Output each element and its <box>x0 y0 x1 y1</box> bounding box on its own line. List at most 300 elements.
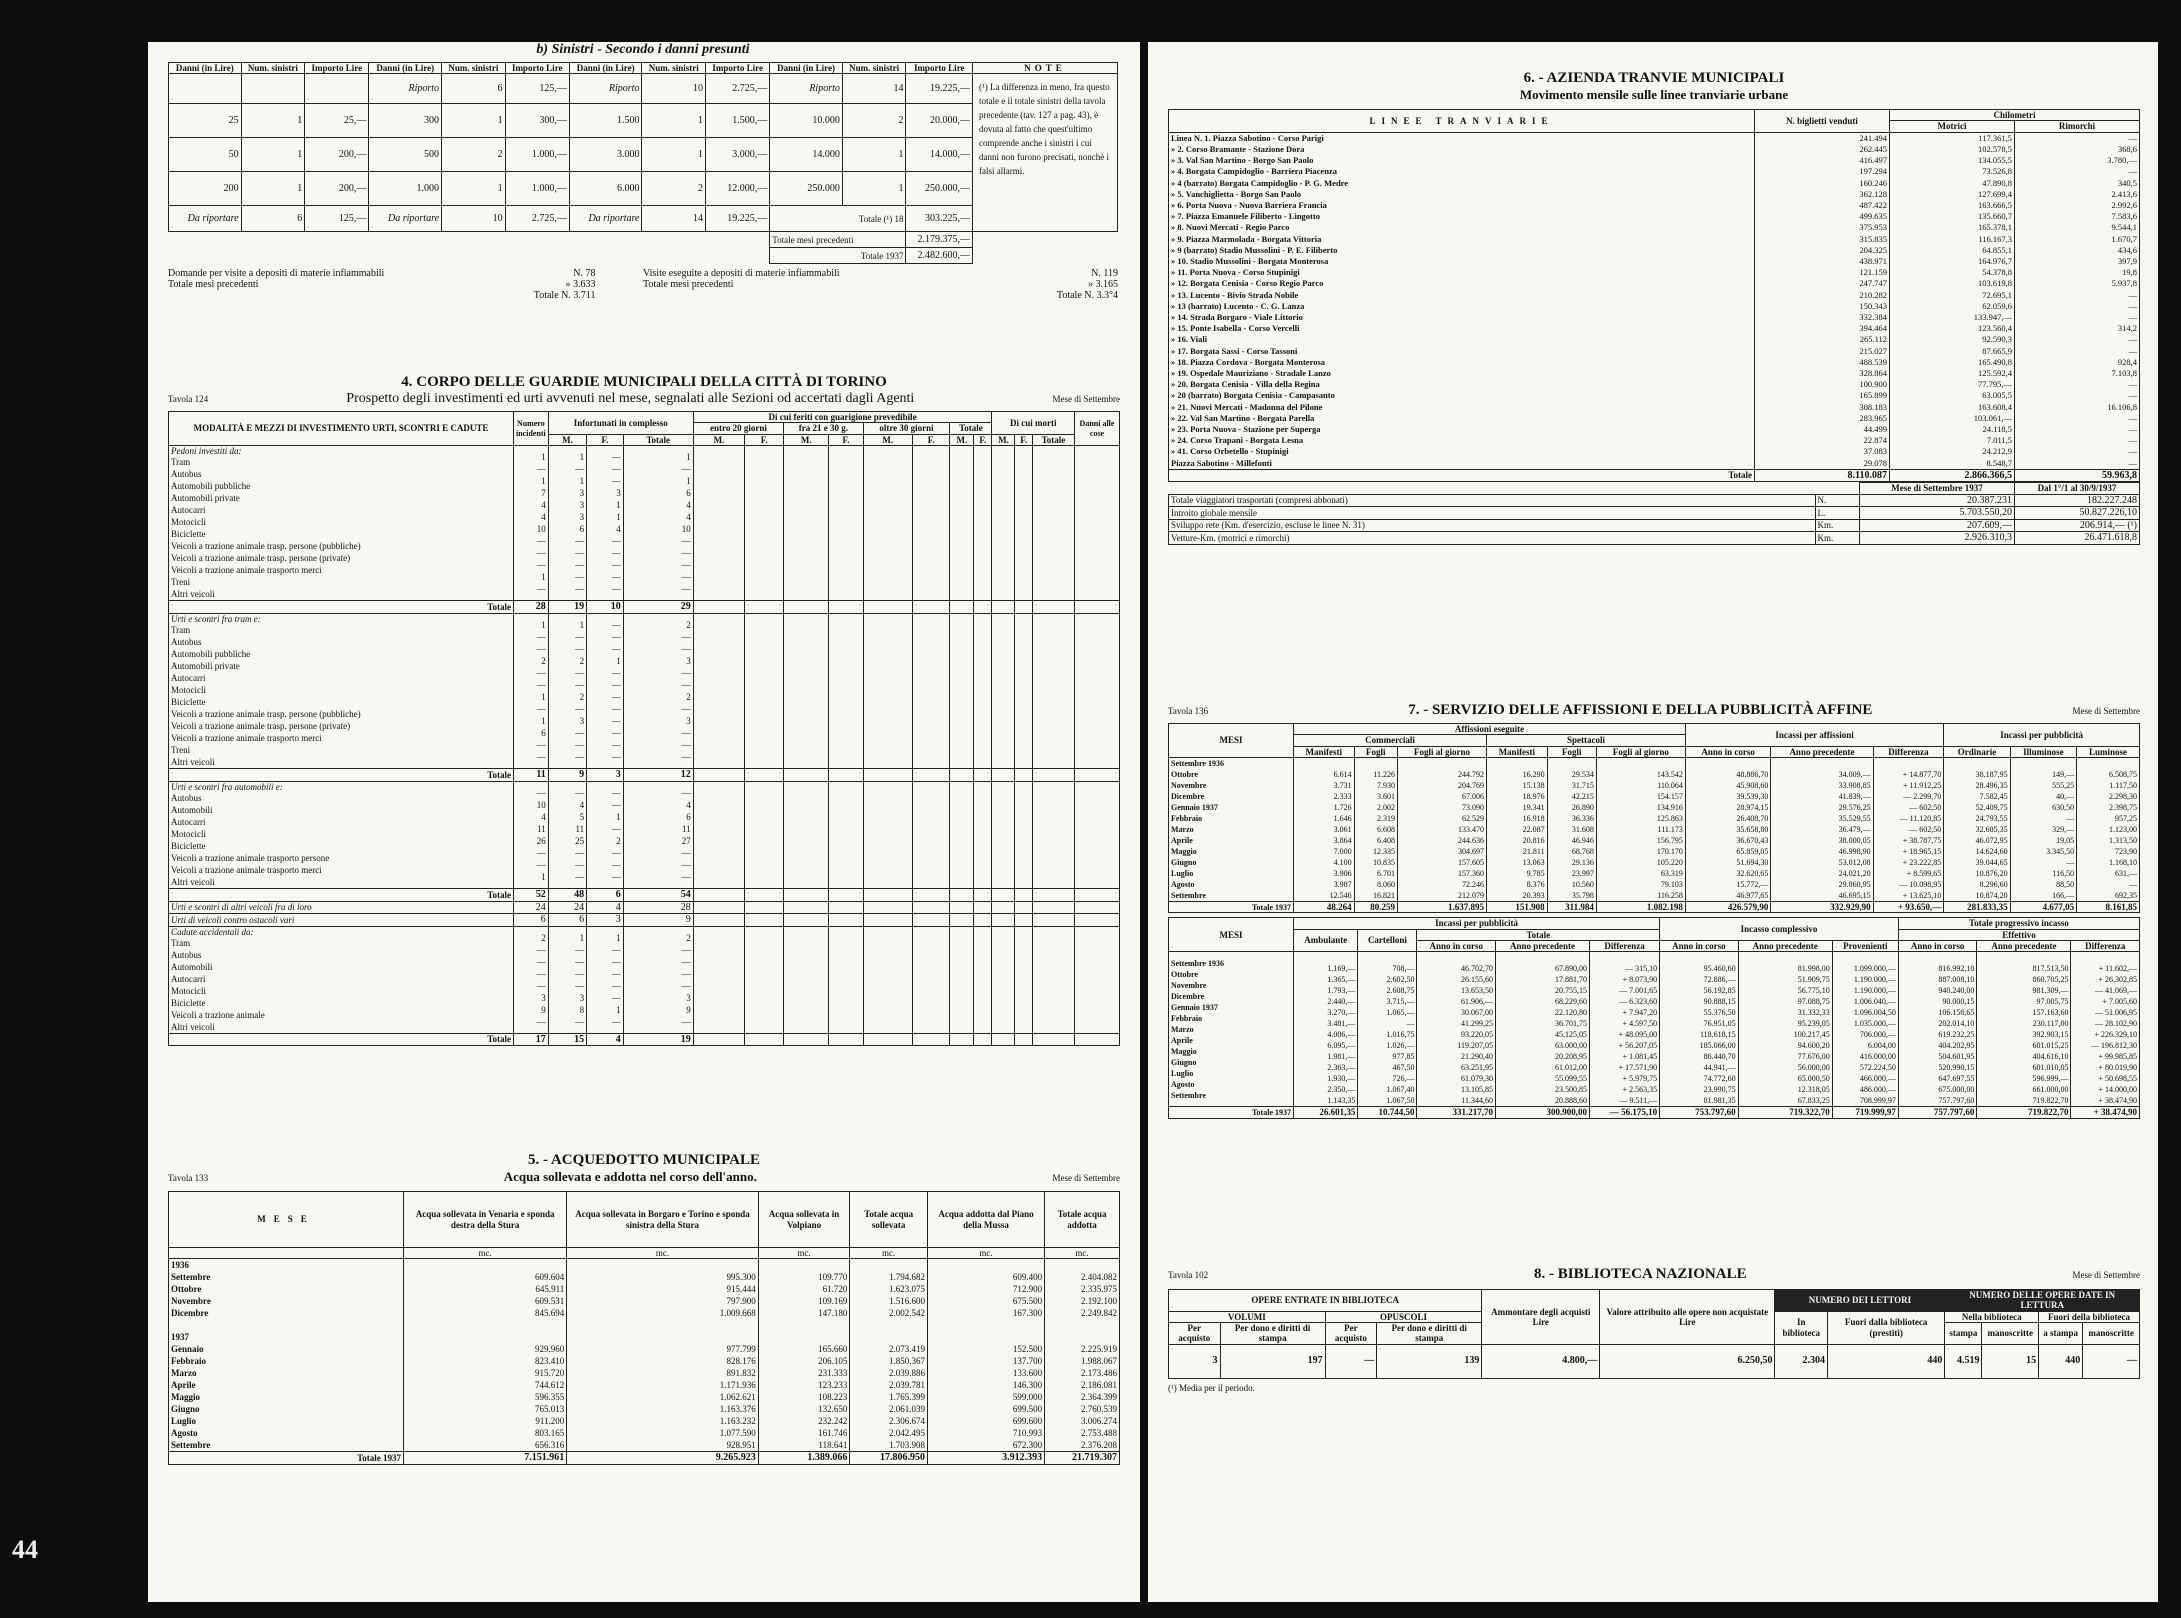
cell: 331.217,70 <box>1417 1107 1496 1118</box>
group-num: 1 — — 2 — — 1 — 1 6 — — <box>514 613 549 768</box>
col-mese: MESE <box>169 1192 404 1248</box>
cell: 6 <box>514 914 549 927</box>
tranvie-section <box>1168 70 2140 545</box>
domande-totale: Totale N. 3.711 <box>533 290 596 302</box>
affissioni-table-2 <box>1168 917 2140 1118</box>
cell: 2 <box>842 104 906 138</box>
left-page <box>148 42 1140 1602</box>
visite-label: Visite eseguite a depositi di materie infiammabili <box>643 268 840 280</box>
cell: 29 <box>623 601 693 614</box>
group-f: 1 — — — — — 1 — <box>587 926 624 1033</box>
col-tot: Totale <box>1032 434 1074 445</box>
cell: 3.912.393 <box>928 1452 1045 1465</box>
group-m: 1 — — 2 — — 2 — 3 — — — <box>548 613 586 768</box>
sinistri-note: (¹) La differenza in meno, fra questo totale e il totale sinistri della tavola precedente (tav. 127 a pag. 43), è dovuta al fatto che quest'ultimo comprende anche i sinistri i cui danni non furono precisati, nonchè i falsi allarmi. <box>973 74 1118 232</box>
unit: mc. <box>404 1248 567 1259</box>
col-spettacoli: Spettacoli <box>1487 735 1686 746</box>
col-values: 46.702,70 26.155,60 13.653,50 61.906,— 30.067,00 41.299,25 93.220,05 119.207,05 21.290,40 63.251,95 61.079,30 13.105,85 11.344,60 <box>1417 952 1496 1107</box>
col-dal-gennaio: Dal 1°/1 al 30/9/1937 <box>2015 483 2140 494</box>
affissioni-section <box>1168 702 2140 1119</box>
tranvie-subtitle: Movimento mensile sulle linee tranviarie urbane <box>1519 87 1789 102</box>
cell: 250.000,— <box>906 172 973 206</box>
cell: 2 <box>442 138 506 172</box>
col-head: Provenienti <box>1832 941 1898 952</box>
table-row <box>169 232 1118 248</box>
cell: 4.800,— <box>1482 1344 1600 1378</box>
acquedotto-title: 5. - ACQUEDOTTO MUNICIPALE <box>528 1152 760 1168</box>
col-incassi-pub: Incassi per pubblicità <box>1944 724 2140 747</box>
col-modalita: MODALITÀ E MEZZI DI INVESTIMENTO URTI, SCONTRI E CADUTE <box>169 412 514 446</box>
col-importo-1: Importo Lire <box>305 63 369 74</box>
cell: 48.264 <box>1294 902 1355 913</box>
table-row <box>169 769 1120 782</box>
col-head: Anno precedente <box>1738 941 1832 952</box>
col-head: Anno in corso <box>1660 941 1739 952</box>
col-commerciali: Commerciali <box>1294 735 1487 746</box>
col-head: Per dono e diritti di stampa <box>1377 1323 1482 1345</box>
col-head: Differenza <box>1590 941 1660 952</box>
cell: 3 <box>1169 1344 1221 1378</box>
group-tot: 2 — — 3 — — 2 — 3 — — — <box>623 613 693 768</box>
col-lettori: NUMERO DEI LETTORI <box>1775 1290 1945 1312</box>
domande-label: Domande per visite a depositi di materie infiammabili <box>168 268 385 280</box>
group-m: — 4 5 11 25 — — — <box>548 781 586 888</box>
col-entrate: OPERE ENTRATE IN BIBLIOTECA <box>1169 1290 1482 1312</box>
group-heading: Urti e scontri fra tram e: <box>171 613 261 624</box>
col-volpiano: Acqua sollevata in Volpiano <box>758 1192 850 1248</box>
col-values: 609.604 645.911 609.531 845.694 929.960 823.410 915.720 744.612 596.355 765.013 911.200 803.165 656.316 <box>404 1259 567 1452</box>
cell: 757.797,60 <box>1898 1107 1977 1118</box>
cell: 10 <box>642 74 706 104</box>
cell <box>241 74 305 104</box>
cell <box>305 74 369 104</box>
months: 1936 Settembre Ottobre Novembre Dicembre 1937 Gennaio Febbraio Marzo Aprile Maggio Giugno Luglio Agosto Settembre <box>169 1259 404 1452</box>
affissioni-title: 7. - SERVIZIO DELLE AFFISSIONI E DELLA PUBBLICITÀ AFFINE <box>1408 702 1873 718</box>
cell: 6 <box>241 206 305 232</box>
col-values: 1.794.682 1.623.075 1.516.600 2.002.542 2.073.419 1.850.367 2.039.886 2.039.781 1.765.399 2.061.039 2.306.674 2.042.495 1.703.908 <box>850 1259 928 1452</box>
table-row <box>1169 494 2140 507</box>
sinistri-section <box>168 42 1118 301</box>
group-tot: 2 — — — — 3 9 — <box>623 926 693 1033</box>
lines-list: Linea N. 1. Piazza Sabotino - Corso Parigi » 2. Corso Bramante - Stazione Dora » 3. Val San Martino - Borgo San Paolo » 4. Borgata Campidoglio - Barriera Piacenza » 4 (barrato) Borgata Campidoglio - P. G. Medre » 5. Vanchiglietta - Borgo San Paolo » 6. Porta Nuova - Nuova Barriera Francia » 7. Piazza Emanuele Filiberto - Lingotto » 8. Nuovi Mercati - Regio Parco » 9. Piazza Marmolada - Borgata Vittoria » 9 (barrato) Stadio Mussolini - P. E. Filiberto » 10. Stadio Mussolini - Borgata Monterosa » 11. Porta Nuova - Corso Stupinigi » 12. Borgata Cenisia - Corso Regio Parco » 13. Lucento - Bivio Strada Nobile » 13 (barrato) Lucento - C. G. Lanza » 14. Strada Borgaro - Viale Littorio » 15. Ponte Isabella - Corso Vercelli » 16. Viali » 17. Borgata Sassi - Corso Tassoni » 18. Piazza Cordova - Borgata Monterosa » 19. Ospedale Mauriziano - Stradale Lanzo » 20. Borgata Cenisia - Villa della Regina » 20 (barrato) Borgata Cenisia - Campasanto » 21. Nuovi Mercati - Madonna del Pilone » 22. Val San Martino - Borgata Parella » 23. Porta Nuova - Stazione per Superga » 24. Corso Trapani - Borgata Lesna » 41. Corso Orbetello - Stupinigi Piazza Sabotino - Millefonti <box>1169 132 1755 469</box>
col-motrici: Motrici <box>1890 121 2015 132</box>
tranvie-table <box>1168 109 2140 482</box>
col-note: NOTE <box>973 63 1118 74</box>
cell: 20.387.231 <box>1860 494 2015 507</box>
cell: 300.900,00 <box>1495 1107 1589 1118</box>
table-row <box>169 74 1118 104</box>
cell: 303.225,— <box>906 206 973 232</box>
col-numero: Numero incidenti <box>514 412 549 446</box>
group-m: 1 — 1 3 3 3 6 — — — — — <box>548 446 586 601</box>
visite-n: N. 119 <box>1091 268 1118 280</box>
col-values: 11.226 7.930 3.601 2.002 2.319 6.608 6.408 12.335 10.835 6.701 8.060 16.821 <box>1354 758 1397 902</box>
cell: 753.797,60 <box>1660 1107 1739 1118</box>
cell: 14.000 <box>770 138 843 172</box>
cell: 2.725,— <box>505 206 569 232</box>
cell: 1.000 <box>369 172 442 206</box>
unit: mc. <box>567 1248 758 1259</box>
biblioteca-title: 8. - BIBLIOTECA NAZIONALE <box>1534 1266 1747 1282</box>
cell: 3 <box>587 914 624 927</box>
cell: Totale <box>1169 469 1755 482</box>
cell: L. <box>1815 507 1860 520</box>
group-num: 2 — — — — 3 9 — <box>514 926 549 1033</box>
table-row <box>1169 1344 2140 1378</box>
group-heading: Urti e scontri fra automobili e: <box>171 781 283 792</box>
col-f: F. <box>1015 434 1032 445</box>
col-head: Cartelloni <box>1358 929 1417 952</box>
col-m: M. <box>693 434 745 445</box>
col-values: + 11.602,— + 26.302,85 — 41.069,— + 7.005,60 — 51.006,95 — 28.102,90 + 226.329,10 — 196.812,30 + 99.985,85 + 80.019,90 + 50.698,55 + 14.000,00 + 38.474,90 <box>2071 952 2140 1107</box>
table-row <box>169 889 1120 902</box>
col-f: F. <box>745 434 784 445</box>
col-mesi: MESI <box>1169 918 1294 952</box>
col-danni-1: Danni (in Lire) <box>169 63 242 74</box>
group-cadute <box>169 926 1120 1033</box>
col-values: + 14.877,70 + 11.912,25 — 2.299,70 — 602,50 — 11.120,85 — 602,50 + 38.787,75 + 18.965,15 + 23.222,85 + 8.599,65 — 10.098,95 + 13.625,10 <box>1873 758 1944 902</box>
visite-totale: Totale N. 3.3°4 <box>1056 290 1118 302</box>
visite-prec-label: Totale mesi precedenti <box>643 279 734 291</box>
cell: Da riportare <box>369 206 442 232</box>
cell: 1 <box>642 104 706 138</box>
cell: Da riportare <box>569 206 642 232</box>
table-row <box>1169 1107 2140 1118</box>
col-values: 2.404.082 2.335.975 2.192.100 2.249.842 2.225.919 1.988.067 2.173.486 2.186.081 2.364.399 2.760.539 3.006.274 2.753.488 2.376.208 <box>1045 1259 1120 1452</box>
cell: 151.908 <box>1487 902 1548 913</box>
col-incasso-compl: Incasso complessivo <box>1660 918 1899 941</box>
tranvie-title: 6. - AZIENDA TRANVIE MUNICIPALI <box>1523 70 1785 86</box>
unit: mc. <box>850 1248 928 1259</box>
col-m: M. <box>992 434 1015 445</box>
col-values: 995.300 915.444 797.900 1.009.668 977.799 828.176 891.832 1.171.936 1.062.621 1.163.376 1.163.232 1.077.590 928.951 <box>567 1259 758 1452</box>
cell: 26.471.618,8 <box>2015 532 2140 545</box>
cell: 300,— <box>505 104 569 138</box>
col-totale-sollevata: Totale acqua sollevata <box>850 1192 928 1248</box>
cell: 719.822,70 <box>1977 1107 2071 1118</box>
cell: 1 <box>442 172 506 206</box>
group-items: Tram Autobus Automobili Autocarri Motocicli Biciclette Veicoli a trazione animale Altri veicoli <box>171 937 265 1032</box>
cell: 24 <box>514 901 549 914</box>
group-f: — — — 3 1 1 4 — — — — — <box>587 446 624 601</box>
cell: Sviluppo rete (Km. d'esercizio, escluse le linee N. 31) <box>1169 519 1816 532</box>
cell: 139 <box>1377 1344 1482 1378</box>
cell: Riporto <box>569 74 642 104</box>
col-values: 149,— 555,25 40,— 630,50 — 329,— 19,05 3.345,50 — 116,50 88,50 166,— <box>2010 758 2076 902</box>
biblioteca-section <box>1168 1266 2140 1393</box>
col-mesi: MESI <box>1169 724 1294 758</box>
col-values: 708,— 2.602,50 2.608,75 3.715,— 1.065,— — 1.016,75 1.026,— 977,85 467,50 726,— 1.067,40 1.067,50 <box>1358 952 1417 1107</box>
cell: 54 <box>623 889 693 902</box>
months: Settembre 1936 Ottobre Novembre Dicembre Gennaio 1937 Febbraio Marzo Aprile Maggio Giugno Luglio Agosto Settembre <box>1169 952 1294 1107</box>
table-row <box>1169 519 2140 532</box>
group-heading: Cadute accidentali da: <box>171 926 254 937</box>
cell: 17.806.950 <box>850 1452 928 1465</box>
cell: 12 <box>623 769 693 782</box>
col-values: 1.099.000,— 1.190.000,— 1.190.000,— 1.006.040,— 1.096.004,50 1.035.000,— 706.000,— 6.004,00 416.000,00 572.224,50 466.000,— 486.000,— 708.999,97 <box>1832 952 1898 1107</box>
col-f: F. <box>829 434 863 445</box>
cell: 50 <box>169 138 242 172</box>
cell: 19 <box>623 1033 693 1046</box>
cell: 182.227.248 <box>2015 494 2140 507</box>
col-head: Manifesti <box>1487 746 1548 757</box>
group-f: — — 1 — 2 — — — <box>587 781 624 888</box>
col-head: a stampa <box>2039 1323 2083 1345</box>
col-values: — 315,10 + 8.073,90 — 7.001,65 — 6.323,60 + 7.947,20 + 4.597,50 + 48.095,00 + 56.207,05 + 1.081,45 + 17.571,90 + 5.979,75 + 2.563,35 — 9.511,— <box>1590 952 1660 1107</box>
col-totale-addotta: Totale acqua addotta <box>1045 1192 1120 1248</box>
biblioteca-note: (¹) Media per il periodo. <box>1168 1382 1255 1393</box>
group-f: — — — 1 — — — — — — — — <box>587 613 624 768</box>
col-head: Differenza <box>1873 746 1944 757</box>
cell: 14.000,— <box>906 138 973 172</box>
visite-prec: » 3.165 <box>1088 279 1118 291</box>
col-mussa: Acqua addotta dal Piano della Mussa <box>928 1192 1045 1248</box>
cell: 1.637.895 <box>1398 902 1487 913</box>
cell: 1 <box>241 138 305 172</box>
cell: Totale (¹) 18 <box>770 206 906 232</box>
col-head: Fogli <box>1354 746 1397 757</box>
cell: 12.000,— <box>706 172 770 206</box>
group-items: Tram Autobus Automobili pubbliche Automobili private Autocarri Motocicli Biciclette Veicoli a trazione animale trasp. persone (pubbliche) Veicoli a trazione animale trasp. persone (private) Veicoli a trazione animale trasporto merci Treni Altri veicoli <box>171 457 361 600</box>
cell: Totale 1937 <box>169 1452 404 1465</box>
cell: 21.719.307 <box>1045 1452 1120 1465</box>
table-row <box>169 248 1118 264</box>
cell: 6 <box>587 889 624 902</box>
cell: 9 <box>623 914 693 927</box>
domande-prec-label: Totale mesi precedenti <box>168 279 259 291</box>
group-ostacoli <box>169 914 1120 927</box>
col-borgaro: Acqua sollevata in Borgaro e Torino e sponda sinistra della Stura <box>567 1192 758 1248</box>
col-importo-3: Importo Lire <box>706 63 770 74</box>
cell: 14 <box>642 206 706 232</box>
col-chilometri: Chilometri <box>1890 110 2140 121</box>
col-m: M. <box>548 434 586 445</box>
cell: 11 <box>514 769 549 782</box>
cell: 4.677,05 <box>2010 902 2076 913</box>
col-values: 109.770 61.720 109.169 147.180 165.660 206.105 231.333 123.233 108.223 132.650 232.242 161.746 118.641 <box>758 1259 850 1452</box>
cell: 125,— <box>505 74 569 104</box>
cell: 6.000 <box>569 172 642 206</box>
col-fuori: Fuori dalla biblioteca (prestiti) <box>1827 1311 1944 1344</box>
cell: 3.000,— <box>706 138 770 172</box>
cell: 19.225,— <box>706 206 770 232</box>
cell: 17 <box>514 1033 549 1046</box>
cell: 25,— <box>305 104 369 138</box>
group-tot: — 4 6 11 27 — — — <box>623 781 693 888</box>
col-values: 609.400 712.900 675.500 167.300 152.500 137.700 133.600 146.300 599.000 699.500 699.600 710.993 672.300 <box>928 1259 1045 1452</box>
table-row <box>169 1452 1120 1465</box>
cell: 9 <box>548 769 586 782</box>
cell: 8.161,85 <box>2077 902 2140 913</box>
col-infortunati: Infortunati in complesso <box>548 412 693 435</box>
col-nella: Nella biblioteca <box>1945 1311 2039 1322</box>
unit: mc. <box>758 1248 850 1259</box>
cell: — <box>1325 1344 1377 1378</box>
col-head: Differenza <box>2071 941 2140 952</box>
col-affissioni: Affissioni eseguite <box>1294 724 1686 735</box>
table-row <box>1169 132 2140 469</box>
cell: 6 <box>442 74 506 104</box>
table-row <box>169 1259 1120 1452</box>
cell: 426.579,90 <box>1685 902 1770 913</box>
biblioteca-mese: Mese di Settembre <box>2072 1270 2140 1280</box>
cell: 1.000,— <box>505 138 569 172</box>
col-head: Luminose <box>2077 746 2140 757</box>
cell: 5.703.550,20 <box>1860 507 2015 520</box>
cell: — 56.175,10 <box>1590 1107 1660 1118</box>
biblioteca-tavola: Tavola 102 <box>1168 1270 1209 1280</box>
col-in-biblioteca: In biblioteca <box>1775 1311 1828 1344</box>
cell: — <box>2083 1344 2140 1378</box>
col-num-2: Num. sinistri <box>442 63 506 74</box>
cell: 250.000 <box>770 172 843 206</box>
cell: 28 <box>514 601 549 614</box>
col-head: Totale <box>1417 929 1660 940</box>
col-values: 816.992,10 887.008,10 940.240,00 90.000,15 106.156,65 202.014,10 619.232,25 404.202,95 504.601,95 520.990,15 647.697,55 675.000,00 757.797,60 <box>1898 952 1977 1107</box>
col-m: M. <box>784 434 829 445</box>
cell: 10.000 <box>770 104 843 138</box>
cell: 20.000,— <box>906 104 973 138</box>
cell: 80.259 <box>1354 902 1397 913</box>
col-21-30: fra 21 e 30 g. <box>784 423 863 434</box>
affissioni-table <box>1168 723 2140 913</box>
cell: 2.179.375,— <box>906 232 973 248</box>
acquedotto-table <box>168 1191 1120 1465</box>
cell: 2.304 <box>1775 1344 1828 1378</box>
col-values: 34.009,— 33.908,85 41.839,— 29.576,25 35.529,55 36.479,— 38.000,05 46.998,90 53.012,08 24.021,20 29.860,95 46.695,15 <box>1771 758 1873 902</box>
col-incassi-aff: Incassi per affissioni <box>1685 724 1943 747</box>
cell: 15 <box>1982 1344 2039 1378</box>
col-values: 6.508,75 1.117,50 2.298,30 2.398,75 957,25 1.123,00 1.313,50 723,90 1.168,10 631,— — 692,35 <box>2077 758 2140 902</box>
col-biglietti: N. biglietti venduti <box>1755 110 1890 133</box>
col-values: 81.998,00 51.909,75 56.775,10 97.088,75 31.332,33 95.239,05 100.217,45 94.600,20 77.676,00 56.000,00 65.000,50 12.318,05 67.833,25 <box>1738 952 1832 1107</box>
group-items: Tram Autobus Automobili pubbliche Automobili private Autocarri Motocicli Biciclette Veicoli a trazione animale trasp. persone (pubbliche) Veicoli a trazione animale trasp. persone (private) Veicoli a trazione animale trasporto merci Treni Altri veicoli <box>171 625 361 768</box>
cell: Km. <box>1815 532 1860 545</box>
cell: 1.000,— <box>505 172 569 206</box>
col-ammontare: Ammontare degli acquisti Lire <box>1482 1290 1600 1345</box>
cell: 281.833,35 <box>1944 902 2010 913</box>
acquedotto-mese: Mese di Settembre <box>1052 1173 1120 1183</box>
col-danni-2: Danni (in Lire) <box>369 63 442 74</box>
domande-n: N. 78 <box>573 268 596 280</box>
col-incassi-pub: Incassi per pubblicità <box>1294 918 1660 929</box>
col-venaria: Acqua sollevata in Venaria e sponda destra della Stura <box>404 1192 567 1248</box>
cell: 10 <box>587 601 624 614</box>
cell: 1 <box>442 104 506 138</box>
cell: 207.609,— <box>1860 519 2015 532</box>
group-pedoni <box>169 446 1120 601</box>
table-row <box>169 1033 1120 1046</box>
cell: Totale <box>169 889 514 902</box>
table-row <box>1169 469 2140 482</box>
group-items: Autobus Automobili Autocarri Motocicli Biciclette Veicoli a trazione animale trasporto persone Veicoli a trazione animale trasporto merci Altri veicoli <box>171 793 330 888</box>
col-values: 48.886,70 45.908,60 39.539,30 28.974,15 26.408,70 35.658,80 36.670,43 65.859,05 51.694,30 32.620,65 15.772,— 46.977,65 <box>1685 758 1770 902</box>
cell: Totale 1937 <box>1169 902 1294 913</box>
col-head: Illuminose <box>2010 746 2076 757</box>
cell: 10 <box>442 206 506 232</box>
group-automobili <box>169 781 1120 888</box>
cell <box>169 74 242 104</box>
cell: 1.500,— <box>706 104 770 138</box>
col-head: manoscritte <box>2083 1323 2140 1345</box>
cell: 10.744,50 <box>1358 1107 1417 1118</box>
table-row <box>1169 532 2140 545</box>
col-head: Per acquisto <box>1325 1323 1377 1345</box>
col-head: Fogli <box>1547 746 1596 757</box>
biblioteca-table <box>1168 1289 2140 1379</box>
col-opere: NUMERO DELLE OPERE DATE IN LETTURA <box>1945 1290 2140 1312</box>
cell: 440 <box>2039 1344 2083 1378</box>
cell: 1 <box>642 138 706 172</box>
col-linee: LINEE TRANVIARIE <box>1169 110 1755 133</box>
cell: 26.601,35 <box>1294 1107 1358 1118</box>
col-feriti: Di cui feriti con guarigione prevedibile <box>693 412 992 423</box>
col-mese-sett: Mese di Settembre 1937 <box>1860 483 2015 494</box>
cell: 25 <box>169 104 242 138</box>
cell: 59.963,8 <box>2015 469 2140 482</box>
affissioni-tavola: Tavola 136 <box>1168 706 1209 716</box>
cell: 200 <box>169 172 242 206</box>
col-values: 38.187,95 28.496,35 7.582,45 52.409,75 24.793,55 32.685,35 46.072,95 14.624,60 39.044,65 10.876,20 8.296,60 10.874,20 <box>1944 758 2010 902</box>
cell: 2.926.310,3 <box>1860 532 2015 545</box>
biglietti-values: 241.494 262.445 416.497 197.294 160.246 362.128 487.422 499.635 375.953 315.835 204.325 438.971 121.159 247.747 210.282 150.343 332.384 394.464 265.112 215.027 488.539 328.864 100.900 165.899 308.183 283.965 44.499 22.874 37.083 29.078 <box>1755 132 1890 469</box>
cell: 4.519 <box>1945 1344 1982 1378</box>
acquedotto-tavola: Tavola 133 <box>168 1173 209 1183</box>
corpo-section <box>168 374 1120 1046</box>
unit: mc. <box>928 1248 1045 1259</box>
cell: 1 <box>842 172 906 206</box>
cell: 19.225,— <box>906 74 973 104</box>
cell: 28 <box>623 901 693 914</box>
col-head: Anno precedente <box>1977 941 2071 952</box>
col-head: Fogli al giorno <box>1596 746 1685 757</box>
cell: 19 <box>548 601 586 614</box>
cell: 200,— <box>305 172 369 206</box>
cell: Km. <box>1815 519 1860 532</box>
col-head: Ambulante <box>1294 929 1358 952</box>
domande-block <box>168 268 1118 301</box>
corpo-tavola: Tavola 124 <box>168 394 209 404</box>
col-volumi: VOLUMI <box>1169 1311 1326 1322</box>
corpo-subtitle: Prospetto degli investimenti ed urti avvenuti nel mese, segnalati alle Sezioni od accertati dagli Agenti <box>346 391 915 406</box>
table-row <box>1169 902 2140 913</box>
col-values: 29.534 31.715 42.215 26.890 36.336 31.608 46.946 68.768 29.136 23.997 10.560 35.798 <box>1547 758 1596 902</box>
cell: 24 <box>548 901 586 914</box>
cell: 15 <box>548 1033 586 1046</box>
col-opuscoli: OPUSCOLI <box>1325 1311 1482 1322</box>
col-values: 244.792 204.769 67.006 73.090 62.529 133.470 244.636 304.697 157.605 157.360 72.246 212.079 <box>1398 758 1487 902</box>
cell: 2.866.366,5 <box>1890 469 2015 482</box>
cell: 14 <box>842 74 906 104</box>
col-values: 1.169,— 1.365,— 1.793,— 2.440,— 3.270,— 3.481,— 4.006,— 6.095,— 1.981,— 2.363,— 1.930,— 2.350,— 1.143,35 <box>1294 952 1358 1107</box>
col-fuori-b: Fuori della biblioteca <box>2039 1311 2140 1322</box>
cell: 500 <box>369 138 442 172</box>
col-values: 95.460,60 72.886,— 56.192,85 90.888,15 55.376,50 76.951,05 118.618,15 185.066,00 86.440,70 44.941,— 74.772,60 23.990,75 81.981,35 <box>1660 952 1739 1107</box>
cell: 1.500 <box>569 104 642 138</box>
col-m: M. <box>863 434 912 445</box>
sinistri-table <box>168 62 1118 264</box>
cell: 200,— <box>305 138 369 172</box>
cell: Introito globale mensile <box>1169 507 1816 520</box>
group-heading: Pedoni investiti da: <box>171 446 242 457</box>
cell: 6 <box>548 914 586 927</box>
cell: 440 <box>1827 1344 1944 1378</box>
col-values: 67.890,00 17.881,70 20.755,15 68.229,60 22.120,80 36.701,75 45.125,05 63.000,00 20.208,95 61.012,00 55.099,55 23.500,85 20.888,60 <box>1495 952 1589 1107</box>
col-head: Per acquisto <box>1169 1323 1221 1345</box>
cell: Riporto <box>369 74 442 104</box>
col-importo-4: Importo Lire <box>906 63 973 74</box>
group-heading: Urti di veicoli contro ostacoli vari <box>169 914 514 927</box>
